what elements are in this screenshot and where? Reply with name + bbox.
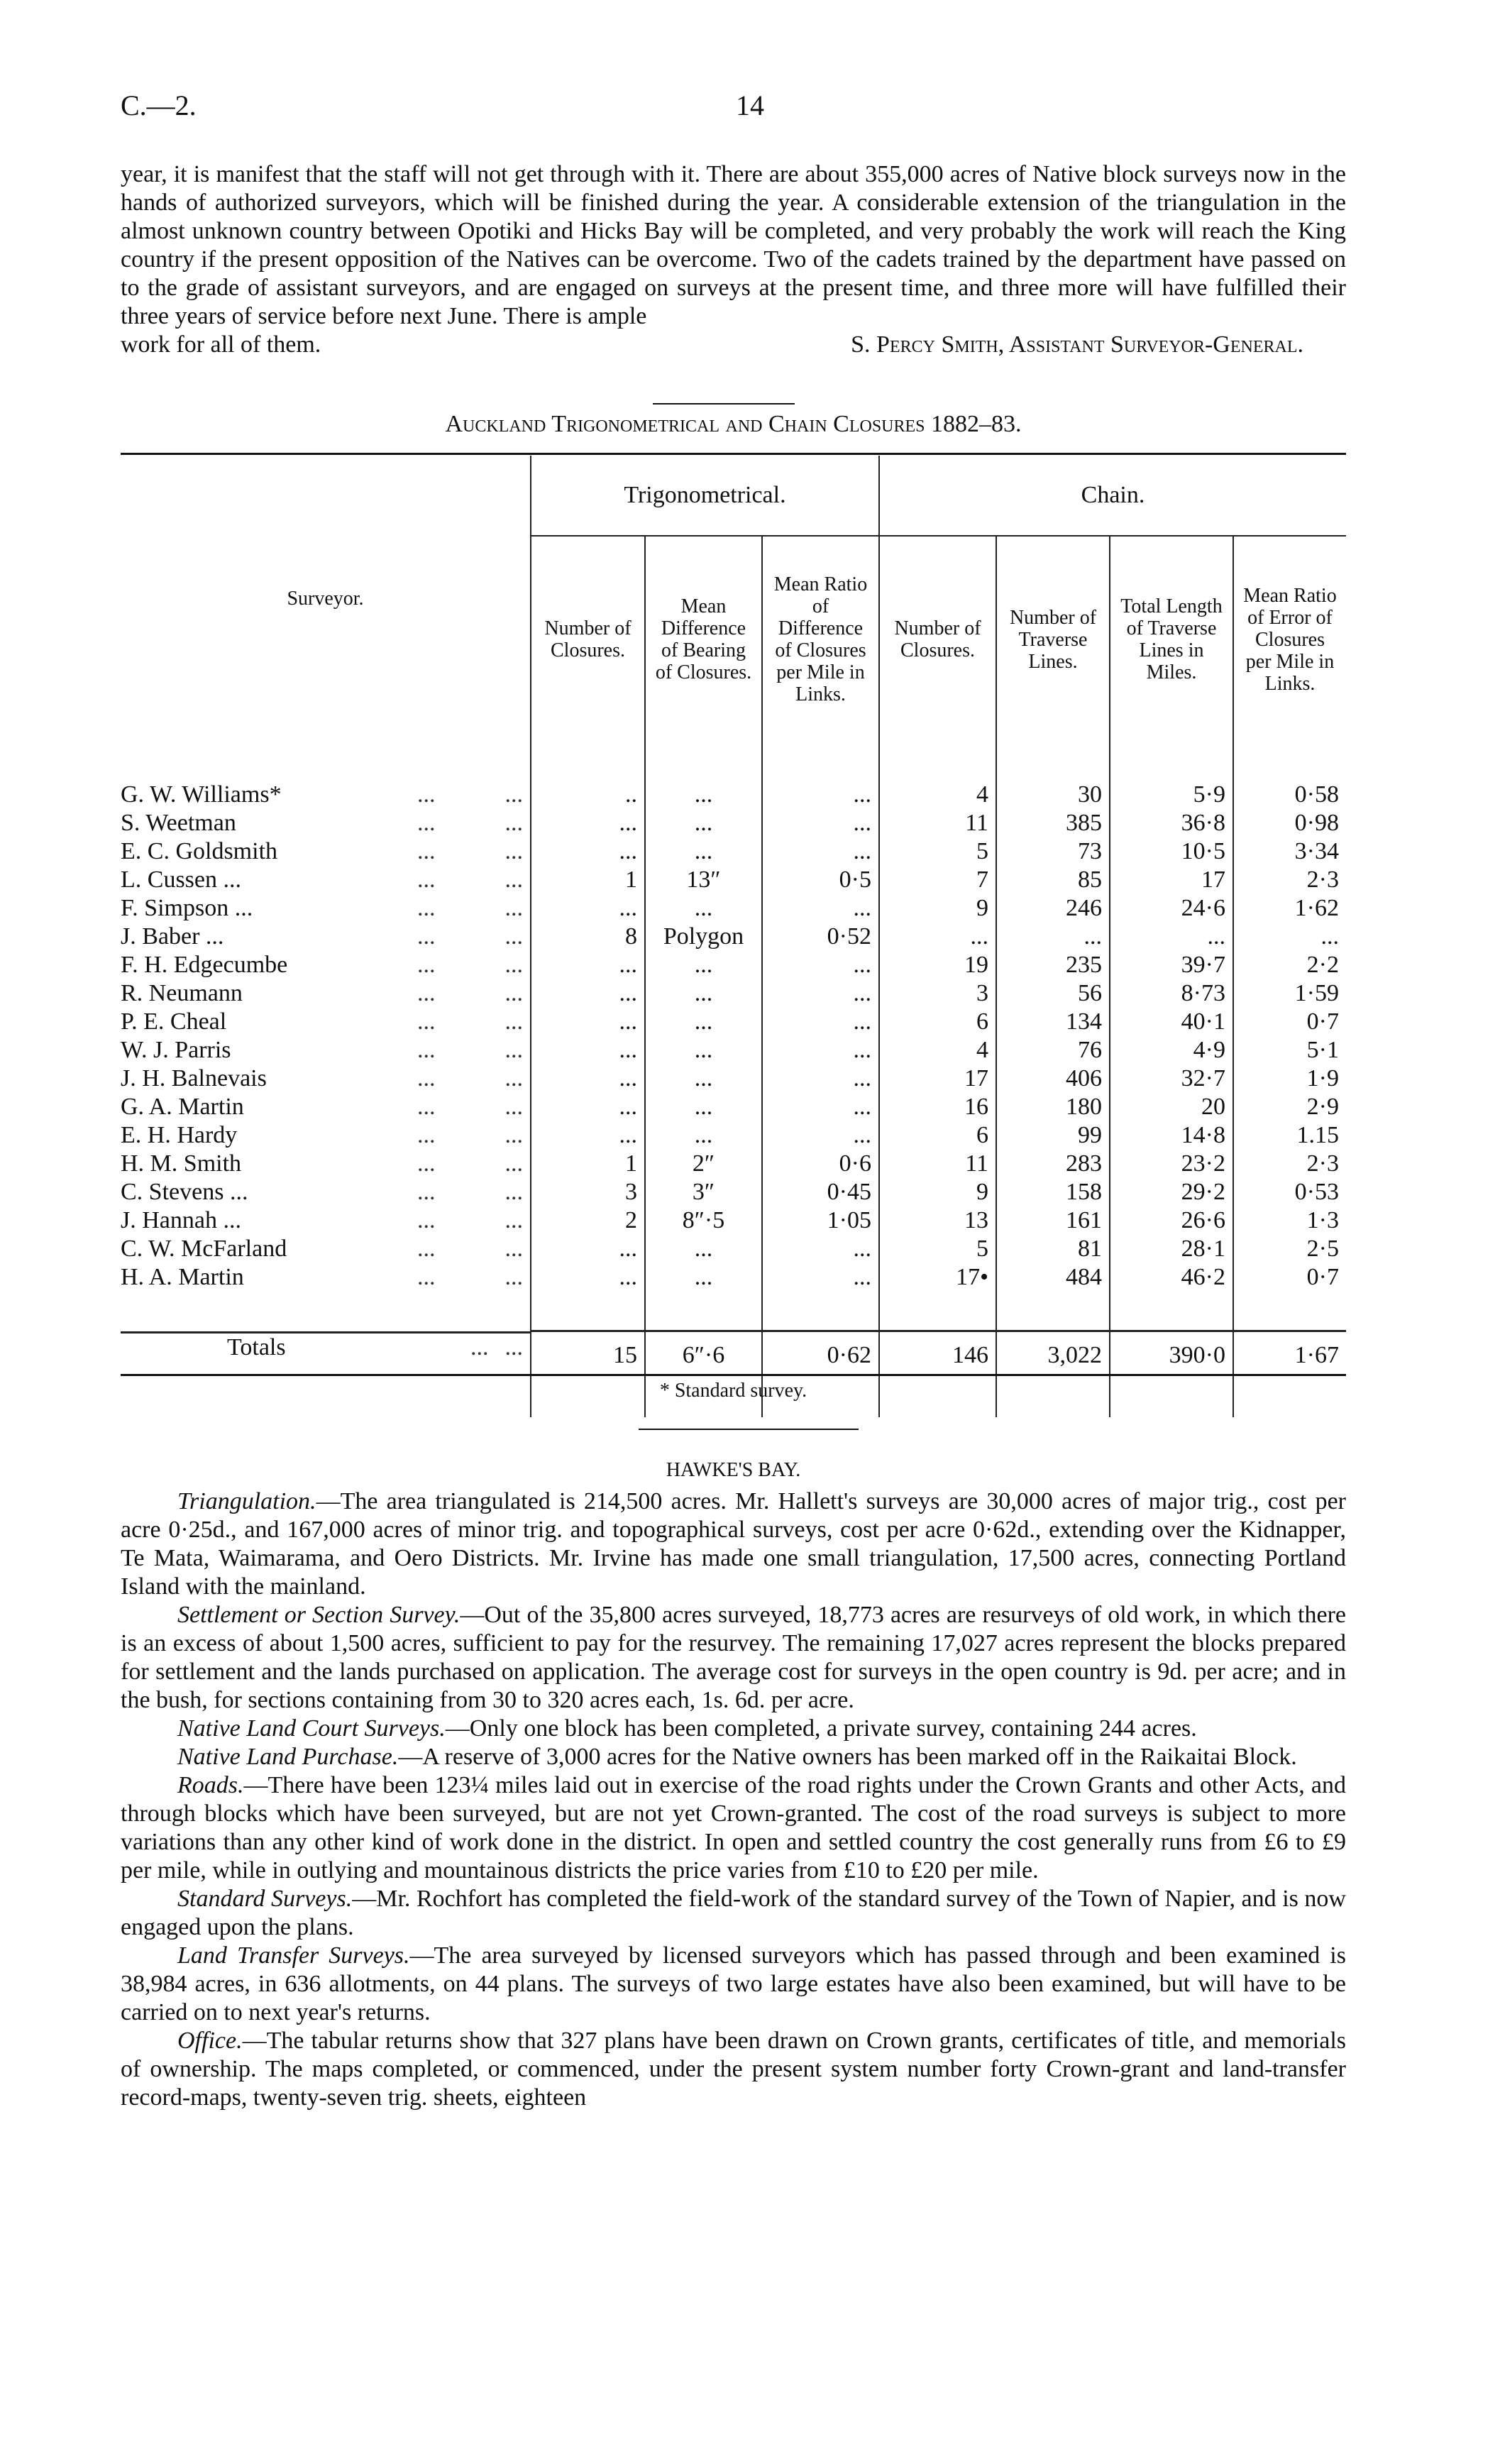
surveyor-name bbox=[121, 1150, 530, 1178]
cell: 17 bbox=[879, 1065, 996, 1093]
cell: 0·98 bbox=[1233, 809, 1346, 837]
hawkes-bay-body bbox=[121, 1487, 1346, 2112]
paragraph-text: —A reserve of 3,000 acres for the Native owners has been marked off in the Raikaitai Block. bbox=[398, 1744, 1297, 1770]
name-text: Totals bbox=[227, 1333, 286, 1360]
cell: 2·3 bbox=[1233, 866, 1346, 894]
cell: 9 bbox=[879, 1178, 996, 1206]
leader-dots: ... bbox=[417, 838, 436, 864]
cell: 19 bbox=[879, 951, 996, 979]
table-row bbox=[121, 1206, 1346, 1235]
cell: 73 bbox=[996, 837, 1110, 866]
paragraph bbox=[121, 1885, 1346, 1942]
paragraph-lead: Office. bbox=[177, 2028, 243, 2054]
paragraph bbox=[121, 1743, 1346, 1771]
cell: ... bbox=[531, 809, 645, 837]
cell: 3·34 bbox=[1233, 837, 1346, 866]
name-text: E. H. Hardy bbox=[121, 1122, 238, 1148]
leader-dots: ... bbox=[417, 923, 436, 950]
cell: 283 bbox=[996, 1150, 1110, 1178]
leader-dots: ... bbox=[504, 867, 523, 893]
report-reference: C.—2. bbox=[121, 89, 197, 121]
cell: 5·9 bbox=[1110, 781, 1233, 809]
surveyor-name bbox=[121, 837, 530, 866]
cell: 29·2 bbox=[1110, 1178, 1233, 1206]
table-row bbox=[121, 894, 1346, 923]
leader-dots: ... bbox=[417, 1207, 436, 1233]
name-text: W. J. Parris bbox=[121, 1037, 231, 1063]
column-header: Mean Ratio of Difference of Closures per Mile in Links. bbox=[762, 536, 879, 742]
footnote: * Standard survey. bbox=[659, 1380, 807, 1402]
name-text: G. A. Martin bbox=[121, 1094, 244, 1120]
leader-dots: ... bbox=[417, 1264, 436, 1290]
cell: 13″ bbox=[645, 866, 762, 894]
cell: ... bbox=[762, 809, 879, 837]
intro-text: year, it is manifest that the staff will not get through with it. There are about 355,000 acres of Native block surveys now in the hands of authorized surveyors, which will be finished during the year. A considerable extension of the triangulation in the almost unknown country between Opotiki and Hicks Bay will be completed, and very probably the work will reach the King country if the present opposition of the Natives can be overcome. Two of the cadets trained by the department have passed on to the grade of assistant surveyors, and are engaged on surveys at the present time, and three more will have fulfilled their three years of service before next June. There is ample bbox=[121, 161, 1346, 329]
leader-dots: ... bbox=[504, 1207, 523, 1233]
table-row bbox=[121, 923, 1346, 951]
leader-dots: ... bbox=[417, 781, 436, 808]
cell: 4 bbox=[879, 781, 996, 809]
leader-dots: ... bbox=[417, 1037, 436, 1063]
cell: ... bbox=[645, 1065, 762, 1093]
table-top-rule bbox=[121, 453, 1346, 455]
cell: 8 bbox=[531, 923, 645, 951]
cell: 1·3 bbox=[1233, 1206, 1346, 1235]
total-cell: 0·62 bbox=[762, 1331, 879, 1379]
cell: ... bbox=[996, 923, 1110, 951]
cell: ... bbox=[645, 1036, 762, 1065]
column-header: Mean Ratio of Error of Closures per Mile in Links. bbox=[1233, 536, 1346, 742]
cell: 8″·5 bbox=[645, 1206, 762, 1235]
cell: ... bbox=[762, 951, 879, 979]
total-cell: 3,022 bbox=[996, 1331, 1110, 1379]
leader-dots: ... bbox=[417, 1094, 436, 1120]
cell: 3 bbox=[531, 1178, 645, 1206]
paragraph bbox=[121, 2027, 1346, 2112]
cell: 14·8 bbox=[1110, 1121, 1233, 1150]
cell: 0·6 bbox=[762, 1150, 879, 1178]
name-text: E. C. Goldsmith bbox=[121, 838, 278, 864]
cell: ... bbox=[531, 1093, 645, 1121]
cell: ... bbox=[762, 894, 879, 923]
cell: ... bbox=[762, 1065, 879, 1093]
surveyor-name bbox=[121, 1065, 530, 1093]
cell: 0·53 bbox=[1233, 1178, 1346, 1206]
name-text: J. Hannah ... bbox=[121, 1207, 241, 1233]
cell: 161 bbox=[996, 1206, 1110, 1235]
leader-dots: ... bbox=[504, 1150, 523, 1177]
cell: 2·3 bbox=[1233, 1150, 1346, 1178]
cell: Polygon bbox=[645, 923, 762, 951]
cell: 0·52 bbox=[762, 923, 879, 951]
cell: 24·6 bbox=[1110, 894, 1233, 923]
cell: ... bbox=[1233, 923, 1346, 951]
name-text: C. W. McFarland bbox=[121, 1236, 287, 1262]
leader-dots: ... bbox=[417, 810, 436, 836]
cell: 3 bbox=[879, 979, 996, 1008]
cell: 32·7 bbox=[1110, 1065, 1233, 1093]
paragraph-text: —Mr. Rochfort has completed the field-work of the standard survey of the Town of Napier, and is now engaged upon the plans. bbox=[121, 1886, 1346, 1940]
cell: 8·73 bbox=[1110, 979, 1233, 1008]
cell: ... bbox=[762, 1093, 879, 1121]
cell: ... bbox=[1110, 923, 1233, 951]
cell: 2·9 bbox=[1233, 1093, 1346, 1121]
cell: 11 bbox=[879, 809, 996, 837]
cell: 246 bbox=[996, 894, 1110, 923]
name-text: H. A. Martin bbox=[121, 1264, 244, 1290]
name-text: L. Cussen ... bbox=[121, 867, 241, 893]
cell: ... bbox=[645, 951, 762, 979]
cell: 9 bbox=[879, 894, 996, 923]
surveyor-name bbox=[121, 1093, 530, 1121]
signature: S. Percy Smith, Assistant Surveyor-General. bbox=[851, 331, 1303, 358]
paragraph bbox=[121, 1771, 1346, 1885]
cell: ... bbox=[531, 1235, 645, 1263]
cell: ... bbox=[762, 979, 879, 1008]
cell: ... bbox=[645, 809, 762, 837]
leader-dots: ... bbox=[417, 1236, 436, 1262]
cell: ... bbox=[531, 837, 645, 866]
cell: 85 bbox=[996, 866, 1110, 894]
leader-dots: ... bbox=[417, 867, 436, 893]
cell: 235 bbox=[996, 951, 1110, 979]
table-row bbox=[121, 781, 1346, 809]
cell: 7 bbox=[879, 866, 996, 894]
name-text: J. H. Balnevais bbox=[121, 1065, 267, 1091]
leader-dots: ... bbox=[504, 952, 523, 978]
total-cell: 390·0 bbox=[1110, 1331, 1233, 1379]
cell: 2 bbox=[531, 1206, 645, 1235]
surveyor-name bbox=[121, 1206, 530, 1235]
cell: 5 bbox=[879, 837, 996, 866]
cell: ... bbox=[762, 1263, 879, 1292]
cell: 23·2 bbox=[1110, 1150, 1233, 1178]
name-text: P. E. Cheal bbox=[121, 1008, 227, 1035]
column-header: Mean Difference of Bearing of Closures. bbox=[645, 536, 762, 742]
cell: 1·05 bbox=[762, 1206, 879, 1235]
trig-group-header: Trigonometrical. bbox=[531, 456, 879, 536]
cell: 0·58 bbox=[1233, 781, 1346, 809]
table-row bbox=[121, 1235, 1346, 1263]
table-row bbox=[121, 1093, 1346, 1121]
table-row bbox=[121, 1150, 1346, 1178]
column-header: Number of Closures. bbox=[879, 536, 996, 742]
cell: 6 bbox=[879, 1121, 996, 1150]
table-row bbox=[121, 1263, 1346, 1292]
paragraph-lead: Triangulation. bbox=[177, 1488, 316, 1514]
cell: ... bbox=[645, 1121, 762, 1150]
cell: 13 bbox=[879, 1206, 996, 1235]
table-bottom-rule bbox=[121, 1374, 1346, 1376]
leader-dots: ... bbox=[504, 1065, 523, 1091]
column-header: Number of Traverse Lines. bbox=[996, 536, 1110, 742]
leader-dots: ... bbox=[417, 1179, 436, 1205]
cell: 36·8 bbox=[1110, 809, 1233, 837]
cell: ... bbox=[531, 979, 645, 1008]
name-text: C. Stevens ... bbox=[121, 1179, 248, 1205]
paragraph bbox=[121, 1601, 1346, 1715]
cell: ... bbox=[531, 1121, 645, 1150]
leader-dots: ... bbox=[417, 1150, 436, 1177]
cell: 30 bbox=[996, 781, 1110, 809]
cell: ... bbox=[762, 781, 879, 809]
cell: 2·2 bbox=[1233, 951, 1346, 979]
surveyor-name bbox=[121, 1008, 530, 1036]
cell: 4 bbox=[879, 1036, 996, 1065]
cell: ... bbox=[762, 1121, 879, 1150]
name-text: F. H. Edgecumbe bbox=[121, 952, 288, 978]
cell: 5 bbox=[879, 1235, 996, 1263]
leader-dots: ... bbox=[504, 980, 523, 1006]
cell: ... bbox=[879, 923, 996, 951]
leader-dots: ... bbox=[504, 838, 523, 864]
leader-dots: ... bbox=[417, 980, 436, 1006]
table-row bbox=[121, 1065, 1346, 1093]
leader-dots: ... bbox=[504, 1037, 523, 1063]
paragraph-lead: Standard Surveys. bbox=[177, 1886, 353, 1912]
cell: .. bbox=[531, 781, 645, 809]
total-cell: 15 bbox=[531, 1331, 645, 1379]
cell: 11 bbox=[879, 1150, 996, 1178]
paragraph-lead: Settlement or Section Survey. bbox=[177, 1602, 461, 1628]
cell: ... bbox=[645, 894, 762, 923]
leader-dots: ... bbox=[504, 1179, 523, 1205]
surveyor-name bbox=[121, 979, 530, 1008]
cell: 99 bbox=[996, 1121, 1110, 1150]
cell: ... bbox=[531, 951, 645, 979]
cell: 1·9 bbox=[1233, 1065, 1346, 1093]
name-text: F. Simpson ... bbox=[121, 895, 253, 921]
cell: ... bbox=[531, 1263, 645, 1292]
paragraph-lead: Land Transfer Surveys. bbox=[177, 1942, 410, 1969]
table-row bbox=[121, 979, 1346, 1008]
cell: 16 bbox=[879, 1093, 996, 1121]
paragraph-text: —The tabular returns show that 327 plans have been drawn on Crown grants, certificates of title, and memorials of ownership. The maps completed, or commenced, under the present system number forty Crown-grant and land-transfer record-maps, twenty-seven trig. sheets, eighteen bbox=[121, 2028, 1346, 2111]
table-row bbox=[121, 1036, 1346, 1065]
cell: 1·62 bbox=[1233, 894, 1346, 923]
leader-dots: ... bbox=[417, 895, 436, 921]
surveyor-name bbox=[121, 781, 530, 809]
cell: 158 bbox=[996, 1178, 1110, 1206]
cell: 0·7 bbox=[1233, 1008, 1346, 1036]
cell: 0·45 bbox=[762, 1178, 879, 1206]
cell: ... bbox=[531, 894, 645, 923]
paragraph-lead: Native Land Purchase. bbox=[177, 1744, 399, 1770]
cell: 40·1 bbox=[1110, 1008, 1233, 1036]
name-text: G. W. Williams* bbox=[121, 781, 282, 808]
cell: ... bbox=[645, 979, 762, 1008]
cell: ... bbox=[645, 1235, 762, 1263]
cell: 406 bbox=[996, 1065, 1110, 1093]
cell: 46·2 bbox=[1110, 1263, 1233, 1292]
table-row bbox=[121, 1008, 1346, 1036]
divider bbox=[653, 403, 795, 405]
cell: 2″ bbox=[645, 1150, 762, 1178]
cell: 81 bbox=[996, 1235, 1110, 1263]
leader-dots: ... bbox=[504, 810, 523, 836]
chain-group-header: Chain. bbox=[879, 456, 1346, 536]
cell: 3″ bbox=[645, 1178, 762, 1206]
cell: ... bbox=[531, 1065, 645, 1093]
cell: ... bbox=[531, 1008, 645, 1036]
surveyor-name bbox=[121, 1178, 530, 1206]
table-row bbox=[121, 809, 1346, 837]
closures-table bbox=[121, 456, 1346, 1417]
cell: 484 bbox=[996, 1263, 1110, 1292]
cell: 20 bbox=[1110, 1093, 1233, 1121]
cell: 180 bbox=[996, 1093, 1110, 1121]
surveyor-name bbox=[121, 923, 530, 951]
table-row bbox=[121, 837, 1346, 866]
cell: 6 bbox=[879, 1008, 996, 1036]
paragraph-text: —There have been 123¼ miles laid out in exercise of the road rights under the Crown Grants and other Acts, and through blocks which have been surveyed, but are not yet Crown-granted. The cost of the road surveys is subject to more variations than any other kind of work done in the district. In open and settled country the cost generally runs from £6 to £9 per mile, while in outlying and mountainous districts the price varies from £10 to £20 per mile. bbox=[121, 1772, 1346, 1883]
name-text: J. Baber ... bbox=[121, 923, 224, 950]
surveyor-name bbox=[121, 1263, 530, 1292]
paragraph-text: —The area surveyed by licensed surveyors which has passed through and been examined is 38,984 acres, in 636 allotments, on 44 plans. The surveys of two large estates have also been examined, but will have to be carried on to next year's returns. bbox=[121, 1942, 1346, 2025]
surveyor-name bbox=[121, 1036, 530, 1065]
table-title: Auckland Trigonometrical and Chain Closures 1882–83. bbox=[445, 411, 1022, 437]
leader-dots: ... bbox=[417, 1065, 436, 1091]
cell: 385 bbox=[996, 809, 1110, 837]
cell: 26·6 bbox=[1110, 1206, 1233, 1235]
leader-dots: ... bbox=[504, 1333, 523, 1360]
leader-dots: ... bbox=[504, 1008, 523, 1035]
totals-row bbox=[121, 1331, 1346, 1379]
leader-dots: ... bbox=[417, 1008, 436, 1035]
surveyor-header: Surveyor. bbox=[287, 588, 364, 610]
total-cell: 1·67 bbox=[1233, 1331, 1346, 1379]
table-row bbox=[121, 951, 1346, 979]
cell: ... bbox=[645, 837, 762, 866]
total-cell: 146 bbox=[879, 1331, 996, 1379]
cell: 17• bbox=[879, 1263, 996, 1292]
paragraph-lead: Native Land Court Surveys. bbox=[177, 1715, 446, 1742]
intro-last-line: work for all of them. bbox=[121, 331, 321, 358]
cell: ... bbox=[645, 781, 762, 809]
cell: 28·1 bbox=[1110, 1235, 1233, 1263]
leader-dots: ... bbox=[417, 1122, 436, 1148]
paragraph bbox=[121, 1942, 1346, 2027]
name-text: R. Neumann bbox=[121, 980, 243, 1006]
leader-dots: ... bbox=[504, 1264, 523, 1290]
paragraph-lead: Roads. bbox=[177, 1772, 244, 1798]
leader-dots: ... bbox=[504, 781, 523, 808]
surveyor-name bbox=[121, 1235, 530, 1263]
cell: ... bbox=[762, 837, 879, 866]
leader-dots: ... bbox=[504, 923, 523, 950]
paragraph bbox=[121, 1487, 1346, 1601]
cell: 1 bbox=[531, 1150, 645, 1178]
cell: 39·7 bbox=[1110, 951, 1233, 979]
cell: 56 bbox=[996, 979, 1110, 1008]
page-number: 14 bbox=[736, 89, 764, 121]
leader-dots: ... bbox=[504, 1122, 523, 1148]
leader-dots: ... bbox=[470, 1333, 489, 1360]
name-text: S. Weetman bbox=[121, 810, 236, 836]
leader-dots: ... bbox=[504, 1094, 523, 1120]
cell: 1·59 bbox=[1233, 979, 1346, 1008]
column-header: Number of Closures. bbox=[531, 536, 645, 742]
table-row bbox=[121, 1121, 1346, 1150]
cell: 10·5 bbox=[1110, 837, 1233, 866]
total-cell: 6″·6 bbox=[645, 1331, 762, 1379]
cell: ... bbox=[762, 1008, 879, 1036]
cell: 0·5 bbox=[762, 866, 879, 894]
cell: ... bbox=[645, 1263, 762, 1292]
cell: 1.15 bbox=[1233, 1121, 1346, 1150]
paragraph-text: —Out of the 35,800 acres surveyed, 18,773 acres are resurveys of old work, in which there is an excess of about 1,500 acres, sufficient to pay for the resurvey. The remaining 17,027 acres represent the blocks prepared for settlement and the lands purchased on application. The average cost for surveys in the open country is 9d. per acre; and in the bush, for sections containing from 30 to 320 acres each, 1s. 6d. per acre. bbox=[121, 1602, 1346, 1713]
cell: 1 bbox=[531, 866, 645, 894]
surveyor-name bbox=[121, 1331, 530, 1379]
cell: ... bbox=[762, 1235, 879, 1263]
surveyor-name bbox=[121, 866, 530, 894]
cell: ... bbox=[645, 1008, 762, 1036]
cell: ... bbox=[645, 1093, 762, 1121]
cell: 5·1 bbox=[1233, 1036, 1346, 1065]
leader-dots: ... bbox=[504, 895, 523, 921]
table-row bbox=[121, 866, 1346, 894]
surveyor-name bbox=[121, 894, 530, 923]
cell: 17 bbox=[1110, 866, 1233, 894]
divider bbox=[639, 1429, 859, 1430]
name-text: H. M. Smith bbox=[121, 1150, 242, 1177]
paragraph-text: —Only one block has been completed, a private survey, containing 244 acres. bbox=[445, 1715, 1197, 1742]
table-row bbox=[121, 1178, 1346, 1206]
paragraph-text: —The area triangulated is 214,500 acres. Mr. Hallett's surveys are 30,000 acres of major trig., cost per acre 0·25d., and 167,000 acres of minor trig. and topographical surveys, cost per acre 0·62d., extending over the Kidnapper, Te Mata, Waimarama, and Oero Districts. Mr. Irvine has made one small triangulation, 17,500 acres, connecting Portland Island with the mainland. bbox=[121, 1488, 1346, 1600]
cell: 134 bbox=[996, 1008, 1110, 1036]
cell: 2·5 bbox=[1233, 1235, 1346, 1263]
surveyor-name bbox=[121, 809, 530, 837]
surveyor-name bbox=[121, 1121, 530, 1150]
leader-dots: ... bbox=[417, 952, 436, 978]
cell: 76 bbox=[996, 1036, 1110, 1065]
cell: ... bbox=[531, 1036, 645, 1065]
cell: 0·7 bbox=[1233, 1263, 1346, 1292]
cell: 4·9 bbox=[1110, 1036, 1233, 1065]
surveyor-name bbox=[121, 951, 530, 979]
column-header: Total Length of Traverse Lines in Miles. bbox=[1110, 536, 1233, 742]
paragraph bbox=[121, 1715, 1346, 1743]
intro-paragraph bbox=[121, 160, 1346, 359]
cell: ... bbox=[762, 1036, 879, 1065]
leader-dots: ... bbox=[504, 1236, 523, 1262]
section-heading: HAWKE'S BAY. bbox=[666, 1459, 801, 1481]
